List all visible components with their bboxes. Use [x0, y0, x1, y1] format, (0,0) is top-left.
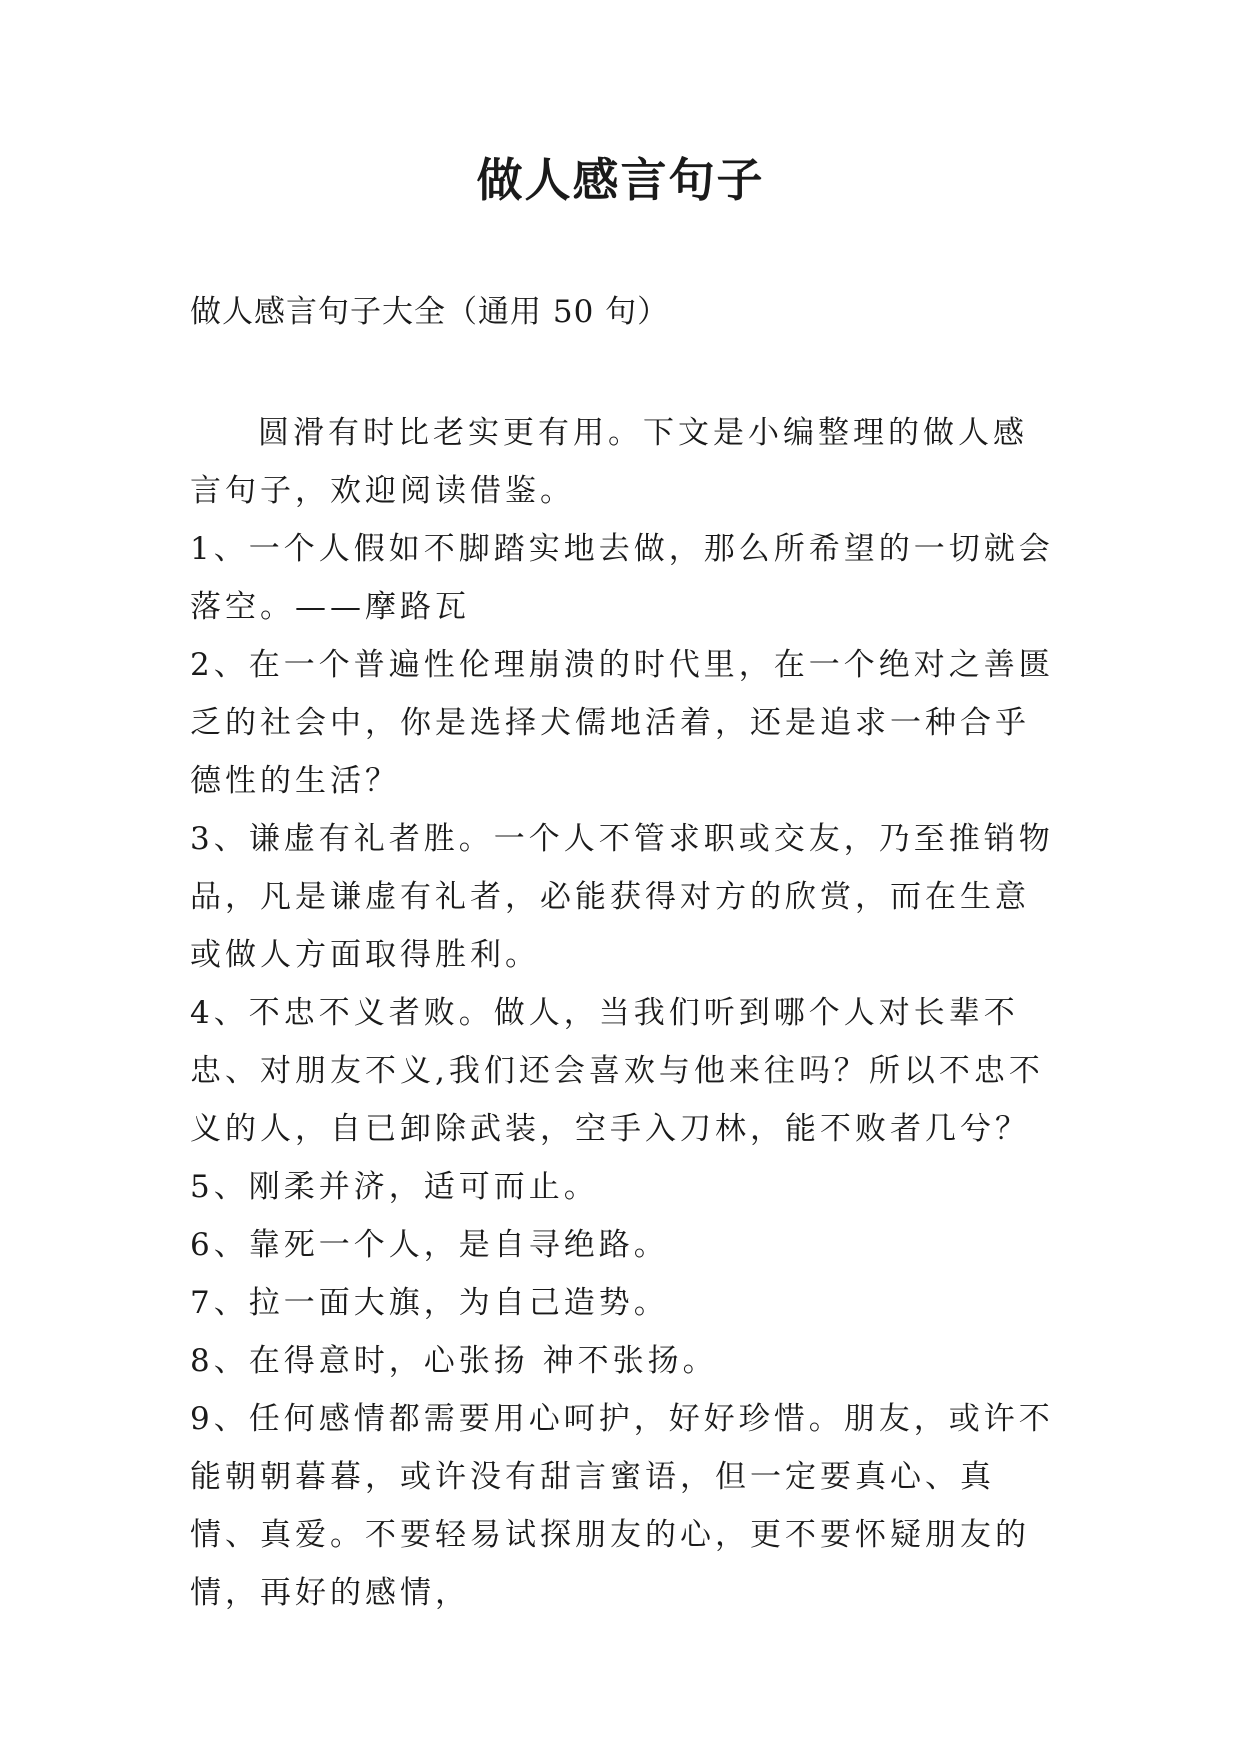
document-subtitle: 做人感言句子大全（通用 50 句）: [190, 294, 670, 330]
intro-paragraph: 圆滑有时比老实更有用。下文是小编整理的做人感言句子，欢迎阅读借鉴。: [190, 415, 1028, 509]
list-item: 1、一个人假如不脚踏实地去做，那么所希望的一切就会落空。——摩路瓦: [190, 531, 1054, 625]
list-item: 2、在一个普遍性伦理崩溃的时代里，在一个绝对之善匮乏的社会中，你是选择犬儒地活着，还是追求一种合乎德性的生活？: [190, 647, 1054, 799]
page-title: 做人感言句子: [476, 153, 765, 207]
list-item: 7、拉一面大旗，为自己造势。: [190, 1285, 669, 1321]
list-item: 9、任何感情都需要用心呵护，好好珍惜。朋友，或许不能朝朝暮暮，或许没有甜言蜜语，但一定要真心、真情、真爱。不要轻易试探朋友的心，更不要怀疑朋友的情，再好的感情，: [190, 1401, 1054, 1611]
list-item: 5、刚柔并济，适可而止。: [190, 1169, 599, 1205]
list-item: 6、靠死一个人，是自寻绝路。: [190, 1227, 669, 1263]
list-item: 8、在得意时，心张扬 神不张扬。: [190, 1343, 718, 1379]
list-item: 4、不忠不义者败。做人，当我们听到哪个人对长辈不忠、对朋友不义,我们还会喜欢与他来往吗？所以不忠不义的人，自已卸除武装，空手入刀林，能不败者几兮？: [190, 995, 1044, 1147]
document-body: [190, 404, 1054, 1622]
list-item: 3、谦虚有礼者胜。一个人不管求职或交友，乃至推销物品，凡是谦虚有礼者，必能获得对方的欣赏，而在生意或做人方面取得胜利。: [190, 821, 1054, 973]
